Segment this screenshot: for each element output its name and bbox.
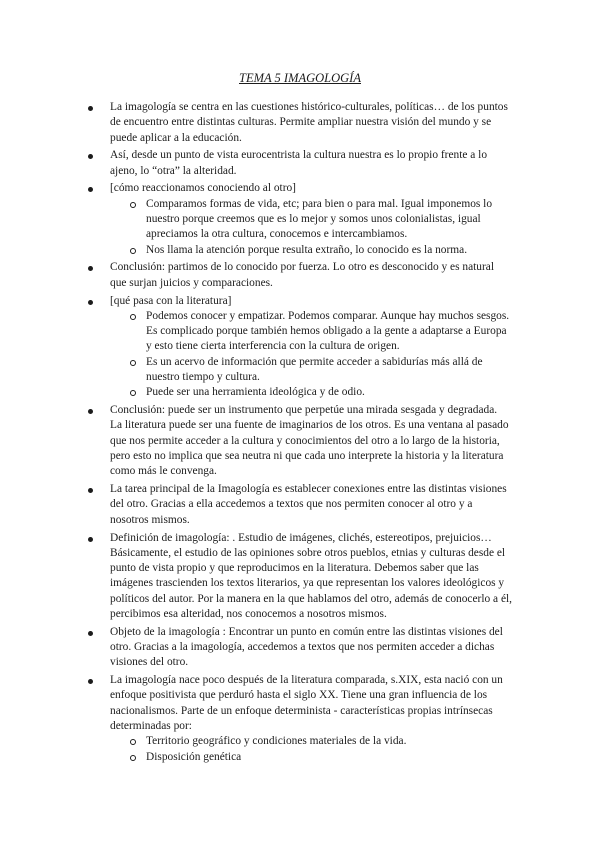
list-item [88, 260, 512, 291]
list-item-text: [qué pasa con la literatura] [110, 294, 232, 307]
sub-list [110, 734, 512, 765]
list-item-text: Conclusión: puede ser un instrumento que perpetúe una mirada sesgada y degradada. La literatura puede ser una fuente de imaginarios de los otros. Es una ventana al pasado que nos permite acceder a la cultura y conocimientos del otro a lo largo de la historia, pero esto no implica que sea neutra ni que cada uno interprete la historia y la literatura como más le convenga. [110, 404, 509, 478]
hollow-bullet-icon [130, 755, 136, 761]
hollow-bullet-icon [130, 248, 136, 254]
sub-list-item [110, 750, 512, 765]
bullet-icon [88, 409, 93, 414]
hollow-bullet-icon [130, 739, 136, 745]
bullet-icon [88, 631, 93, 636]
bullet-icon [88, 679, 93, 684]
bullet-icon [88, 106, 93, 111]
sub-list-item-text: Comparamos formas de vida, etc; para bien o para mal. Igual imponemos lo nuestro porque creemos que es lo mejor y somos unos colonialistas, igual apreciamos la otra cultura, conocemos e intercambiamos. [146, 197, 493, 241]
list-item [88, 673, 512, 765]
bullet-icon [88, 300, 93, 305]
bullet-icon [88, 488, 93, 493]
sub-list [110, 309, 512, 401]
list-item [88, 181, 512, 257]
bullet-icon [88, 537, 93, 542]
bullet-icon [88, 187, 93, 192]
page-title: TEMA 5 IMAGOLOGÍA [239, 71, 361, 85]
list-item [88, 294, 512, 401]
list-item-text: Definición de imagología: . Estudio de imágenes, clichés, estereotipos, prejuicios… Básicamente, el estudio de las opiniones sobre otros pueblos, etnias y culturas desde el punto de vista propio y que reproducimos en la literatura. Debemos saber que las imágenes trascienden los textos literarios, ya que representan los valores ideológicos y políticos del autor. Por la manera en la que hablamos del otro, además de conocerlo a él, percibimos esa alteridad, nos conocemos a nosotros mismos. [110, 531, 513, 620]
bullet-icon [88, 266, 93, 271]
list-item [88, 482, 512, 528]
sub-list-item-text: Puede ser una herramienta ideológica y de odio. [146, 386, 365, 399]
hollow-bullet-icon [130, 390, 136, 396]
sub-list-item [110, 197, 512, 243]
list-item [88, 100, 512, 146]
list-item [88, 403, 512, 479]
sub-list-item-text: Nos llama la atención porque resulta extraño, lo conocido es la norma. [146, 243, 468, 256]
sub-list-item-text: Disposición genética [146, 750, 242, 763]
list-item-text: [cómo reaccionamos conociendo al otro] [110, 182, 296, 195]
hollow-bullet-icon [130, 314, 136, 320]
sub-list-item [110, 734, 512, 749]
list-item-text: Objeto de la imagología : Encontrar un punto en común entre las distintas visiones del otro. Gracias a la imagología, accedemos a textos que nos permiten acceder a dichas visiones del otro. [110, 625, 503, 669]
list-item-text: Así, desde un punto de vista eurocentrista la cultura nuestra es lo propio frente a lo ajeno, lo “otra” la alteridad. [110, 149, 488, 177]
hollow-bullet-icon [130, 202, 136, 208]
list-item-text: La imagología nace poco después de la literatura comparada, s.XIX, esta nació con un enfoque positivista que perduró hasta el siglo XX. Tiene una gran influencia de los nacionalismos. Parte de un enfoque determinista - características propias intrínsecas determinadas por: [110, 674, 503, 733]
sub-list-item [110, 355, 512, 386]
hollow-bullet-icon [130, 360, 136, 366]
sub-list [110, 197, 512, 258]
sub-list-item [110, 385, 512, 400]
sub-list-item-text: Es un acervo de información que permite acceder a sabidurías más allá de nuestro tiempo y cultura. [146, 355, 483, 384]
bullet-icon [88, 154, 93, 159]
notes-list [88, 100, 512, 765]
list-item-text: La imagología se centra en las cuestiones histórico-culturales, políticas… de los puntos de encuentro entre distintas culturas. Permite ampliar nuestra visión del mundo y se puede aplicar a la educación. [110, 101, 508, 144]
sub-list-item-text: Podemos conocer y empatizar. Podemos comparar. Aunque hay muchos sesgos. Es complicado porque también hemos obligado a la gente a adaptarse a Europa y esto tiene cierta interferencia con la cultura de origen. [146, 309, 510, 353]
list-item [88, 531, 512, 623]
sub-list-item [110, 309, 512, 355]
list-item-text: La tarea principal de la Imagología es establecer conexiones entre las distintas visiones del otro. Gracias a ella accedemos a textos que nos permiten conocer al otro y a nosotros mismos. [110, 483, 507, 526]
list-item [88, 148, 512, 179]
list-item-text: Conclusión: partimos de lo conocido por fuerza. Lo otro es desconocido y es natural que surjan juicios y comparaciones. [110, 261, 495, 289]
sub-list-item [110, 243, 512, 258]
sub-list-item-text: Territorio geográfico y condiciones materiales de la vida. [146, 735, 407, 748]
list-item [88, 625, 512, 671]
